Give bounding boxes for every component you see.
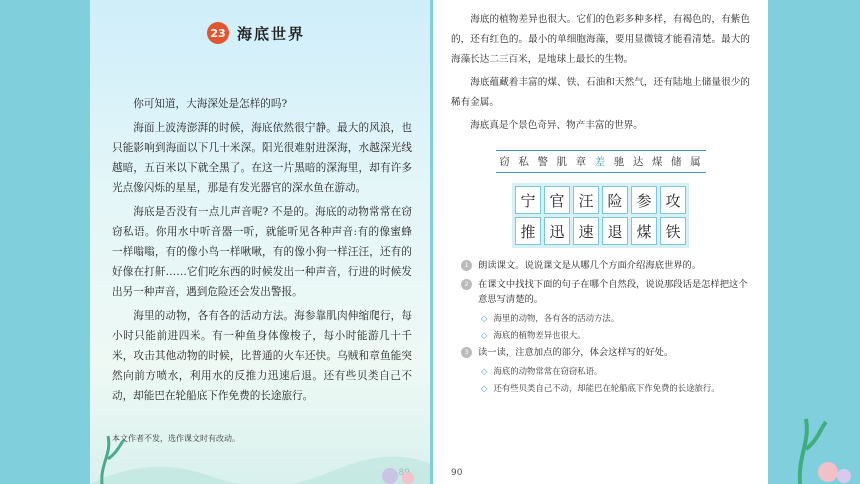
exercise-text: 读一读，注意加点的部分，体会这样写的好处。 xyxy=(478,347,674,358)
exercise-number: 1 xyxy=(461,260,472,271)
paragraph: 海底是否没有一点儿声音呢? 不是的。海底的动物常常在窃窃私语。你用水中听音器一听，就能听见各种声音:有的像蜜蜂一样嗡嗡，有的像小鸟一样啾啾，有的像小狗一样汪汪，还有的好像在打鼾……它们吃东西的时候发出一种声音，行进的时候发出另一种声音，遇到危险还会发出警报。 xyxy=(112,206,412,298)
paragraph: 海底的植物差异也很大。它们的色彩多种多样，有褐色的，有紫色的，还有红色的。最小的单细胞海藻，要用显微镜才能看清楚。最大的海藻长达二三百米，是地球上最长的生物。 xyxy=(451,14,750,65)
grid-char: 煤 xyxy=(631,217,657,245)
paragraph: 海里的动物，各有各的活动方法。海参靠肌肉伸缩爬行，每小时只能前进四米。有一种鱼身体像梭子，每小时能游几十千米，攻击其他动物的时候，比普通的火车还快。乌贼和章鱼能突然向前方喷水，利用水的反推力迅速后退。还有些贝类自己不动，却能巴在轮船底下作免费的长途旅行。 xyxy=(112,310,412,402)
paragraph: 海底真是个景色奇异、物产丰富的世界。 xyxy=(470,120,643,131)
exercise-text: 朗读课文。说说课文是从哪几个方面介绍海底世界的。 xyxy=(478,260,702,271)
paragraph: 海面上波涛澎湃的时候，海底依然很宁静。最大的风浪，也只能影响到海面以下几十米深。阳光很难射进深海，水越深光线越暗，五百米以下就全黑了。在这一片黑暗的深海里，却有许多光点像闪烁的星星，那是有发光器官的深水鱼在游动。 xyxy=(112,122,412,194)
recognize-characters-strip xyxy=(496,150,706,173)
lesson-title xyxy=(207,22,412,44)
char: 属 xyxy=(690,156,702,168)
char: 驰 xyxy=(613,156,626,168)
char: 肌 xyxy=(556,156,569,168)
grid-char: 险 xyxy=(602,186,628,214)
writing-grid xyxy=(512,183,689,248)
seabed-illustration xyxy=(90,414,430,484)
char: 私 xyxy=(518,156,530,168)
char: 储 xyxy=(670,156,683,168)
char: 达 xyxy=(632,156,645,168)
right-page xyxy=(433,0,768,484)
grid-char: 铁 xyxy=(660,217,686,245)
exercise-2 xyxy=(451,277,750,307)
exercise-item: ◇ 海里的动物，各有各的活动方法。 xyxy=(481,313,620,323)
exercise-1 xyxy=(451,258,750,273)
exercise-text: 在课文中找找下面的句子在哪个自然段，说说那段话是怎样把这个意思写清楚的。 xyxy=(478,279,748,305)
left-page xyxy=(90,0,430,484)
exercise-number: 3 xyxy=(461,347,472,358)
grid-char: 迅 xyxy=(544,217,570,245)
exercise-item: ◇ 海底的植物差异也很大。 xyxy=(481,330,586,340)
grid-char: 攻 xyxy=(660,186,686,214)
exercise-item: ◇ 海底的动物常常在窃窃私语。 xyxy=(481,366,603,376)
exercise-number: 2 xyxy=(461,279,472,290)
source-note: 本文作者不发，选作课文时有改动。 xyxy=(112,434,240,443)
grid-char: 参 xyxy=(631,186,657,214)
page-number: 90 xyxy=(451,468,463,478)
grid-char: 推 xyxy=(515,217,541,245)
coral-decoration xyxy=(770,374,860,484)
exercise-item: ◇ 还有些贝类自己不动，却能巴在轮船底下作免费的长途旅行。 xyxy=(481,383,720,393)
grid-char: 退 xyxy=(602,217,628,245)
char: 章 xyxy=(575,156,588,168)
char: 煤 xyxy=(651,156,664,168)
paragraph: 你可知道，大海深处是怎样的吗? xyxy=(133,98,288,110)
diamond-icon: ◇ xyxy=(481,383,488,393)
lesson-number-badge: 23 xyxy=(207,22,229,44)
page-title: 海底世界 xyxy=(237,24,306,43)
char: 差 xyxy=(594,156,607,168)
grid-char: 汪 xyxy=(573,186,599,214)
char: 警 xyxy=(537,156,549,168)
grid-char: 官 xyxy=(544,186,570,214)
diamond-icon: ◇ xyxy=(481,366,488,376)
grid-char: 宁 xyxy=(515,186,541,214)
diamond-icon: ◇ xyxy=(481,313,488,323)
grid-char: 速 xyxy=(573,217,599,245)
paragraph: 海底蕴藏着丰富的煤、铁、石油和天然气，还有陆地上储量很少的稀有金属。 xyxy=(451,77,750,108)
diamond-icon: ◇ xyxy=(481,330,488,340)
exercise-3 xyxy=(451,345,750,360)
char: 窃 xyxy=(499,156,511,168)
